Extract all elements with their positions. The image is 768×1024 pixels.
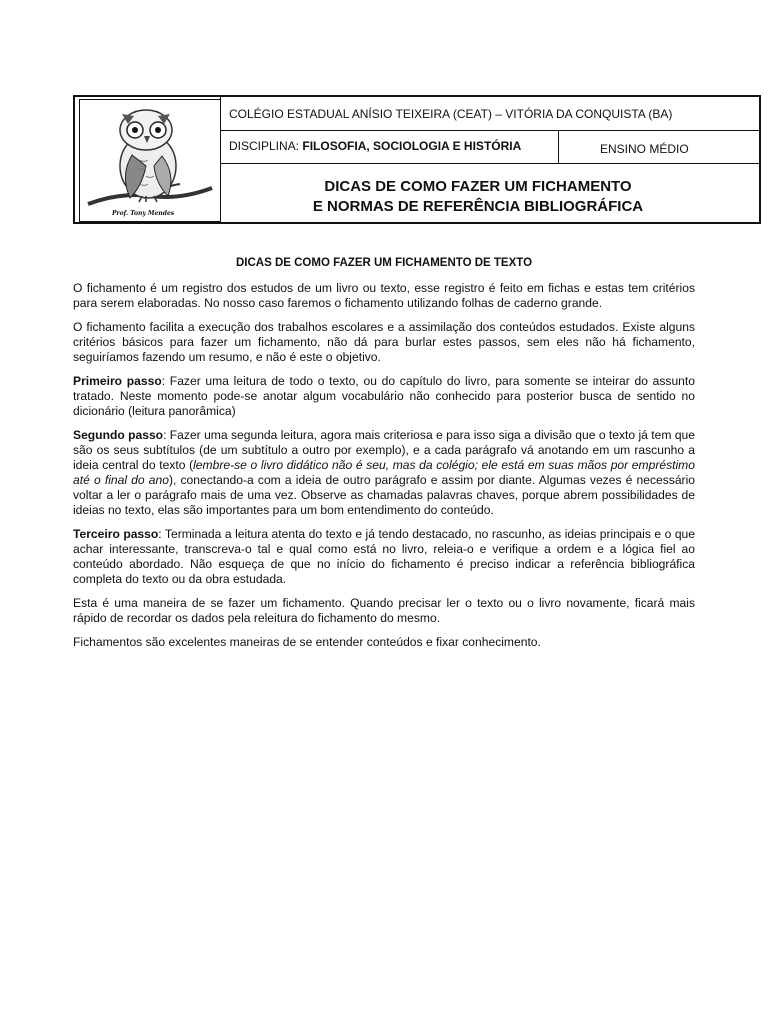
header-table bbox=[73, 95, 761, 224]
discipline-label-group bbox=[229, 139, 521, 153]
paragraph-3 bbox=[73, 374, 695, 419]
discipline-row bbox=[220, 131, 759, 164]
paragraph-4 bbox=[73, 428, 695, 518]
document-title bbox=[220, 164, 759, 222]
paragraph-1: O fichamento é um registro dos estudos de um livro ou texto, esse registro é feito em fichas e estas tem critérios para serem elaboradas. No nosso caso faremos o fichamento utilizando folhas de caderno grande. bbox=[73, 281, 695, 310]
step-1-label: Primeiro passo bbox=[73, 374, 162, 388]
step-1-text: : Fazer uma leitura de todo o texto, ou do capítulo do livro, para somente se inteirar do assunto tratado. Neste momento pode-se anotar algum vocabulário não conhecido para posterior busca de sentido no dicionário (leitura panorâmica) bbox=[73, 374, 695, 418]
step-3-label: Terceiro passo bbox=[73, 527, 159, 541]
step-2-text-a: : Fazer uma segunda leitura, agora mais criteriosa e para isso siga a divisão que o texto já tem que são os seus subtítulos (de um subtítulo a outro por exemplo), e a cada parágrafo vá anotando em um rascunho a ideia central do texto ( bbox=[73, 428, 695, 472]
step-2-text-b: ), conectando-a com a ideia de outro parágrafo e assim por diante. Algumas vezes é necessário voltar a ler o parágrafo mais de uma vez. Observe as chamadas palavras chaves, porque abrem possibilidades de ideias no texto, elas são importantes para um bom entendimento do conteúdo. bbox=[73, 473, 695, 517]
paragraph-6: Esta é uma maneira de se fazer um fichamento. Quando precisar ler o texto ou o livro novamente, ficará mais rápido de recordar os dados pela releitura do fichamento do mesmo. bbox=[73, 596, 695, 625]
school-name: COLÉGIO ESTADUAL ANÍSIO TEIXEIRA (CEAT) – VITÓRIA DA CONQUISTA (BA) bbox=[220, 97, 759, 131]
discipline-value: FILOSOFIA, SOCIOLOGIA E HISTÓRIA bbox=[302, 139, 522, 153]
paragraph-2: O fichamento facilita a execução dos trabalhos escolares e a assimilação dos conteúdos estudados. Existe alguns critérios básicos para fazer um fichamento, não dá para burlar estes passos, sem eles não há fichamento, seguiríamos fazendo um resumo, e não é este o objetivo. bbox=[73, 320, 695, 364]
step-3-text: : Terminada a leitura atenta do texto e já tendo destacado, no rascunho, as ideias principais e o que achar interessante, transcreva-o tal e qual como está no livro, releia-o e verifique a ordem e a lógica fiel ao conteúdo abordado. Não esqueça de que no início do fichamento é preciso indicar a referência bibliográfica completa do texto ou da obra estudada. bbox=[73, 527, 695, 586]
paragraph-5 bbox=[73, 527, 695, 587]
step-2-label: Segundo passo bbox=[73, 428, 164, 442]
step-2-italic-note: lembre-se o livro didático não é seu, mas da colégio; ele está em suas mãos por empréstimo até o final do ano bbox=[73, 458, 695, 487]
header-info bbox=[220, 97, 759, 222]
section-heading: DICAS DE COMO FAZER UM FICHAMENTO DE TEXTO bbox=[235, 257, 533, 269]
document-body bbox=[73, 281, 695, 659]
cell-divider bbox=[558, 131, 559, 163]
paragraph-7: Fichamentos são excelentes maneiras de se entender conteúdos e fixar conhecimento. bbox=[73, 635, 541, 649]
education-level: ENSINO MÉDIO bbox=[600, 142, 689, 156]
discipline-label: DISCIPLINA: bbox=[229, 139, 300, 153]
title-line-1: DICAS DE COMO FAZER UM FICHAMENTO bbox=[324, 178, 632, 195]
title-line-2: E NORMAS DE REFERÊNCIA BIBLIOGRÁFICA bbox=[312, 198, 644, 215]
logo-caption: Prof. Tony Mendes bbox=[112, 210, 175, 217]
